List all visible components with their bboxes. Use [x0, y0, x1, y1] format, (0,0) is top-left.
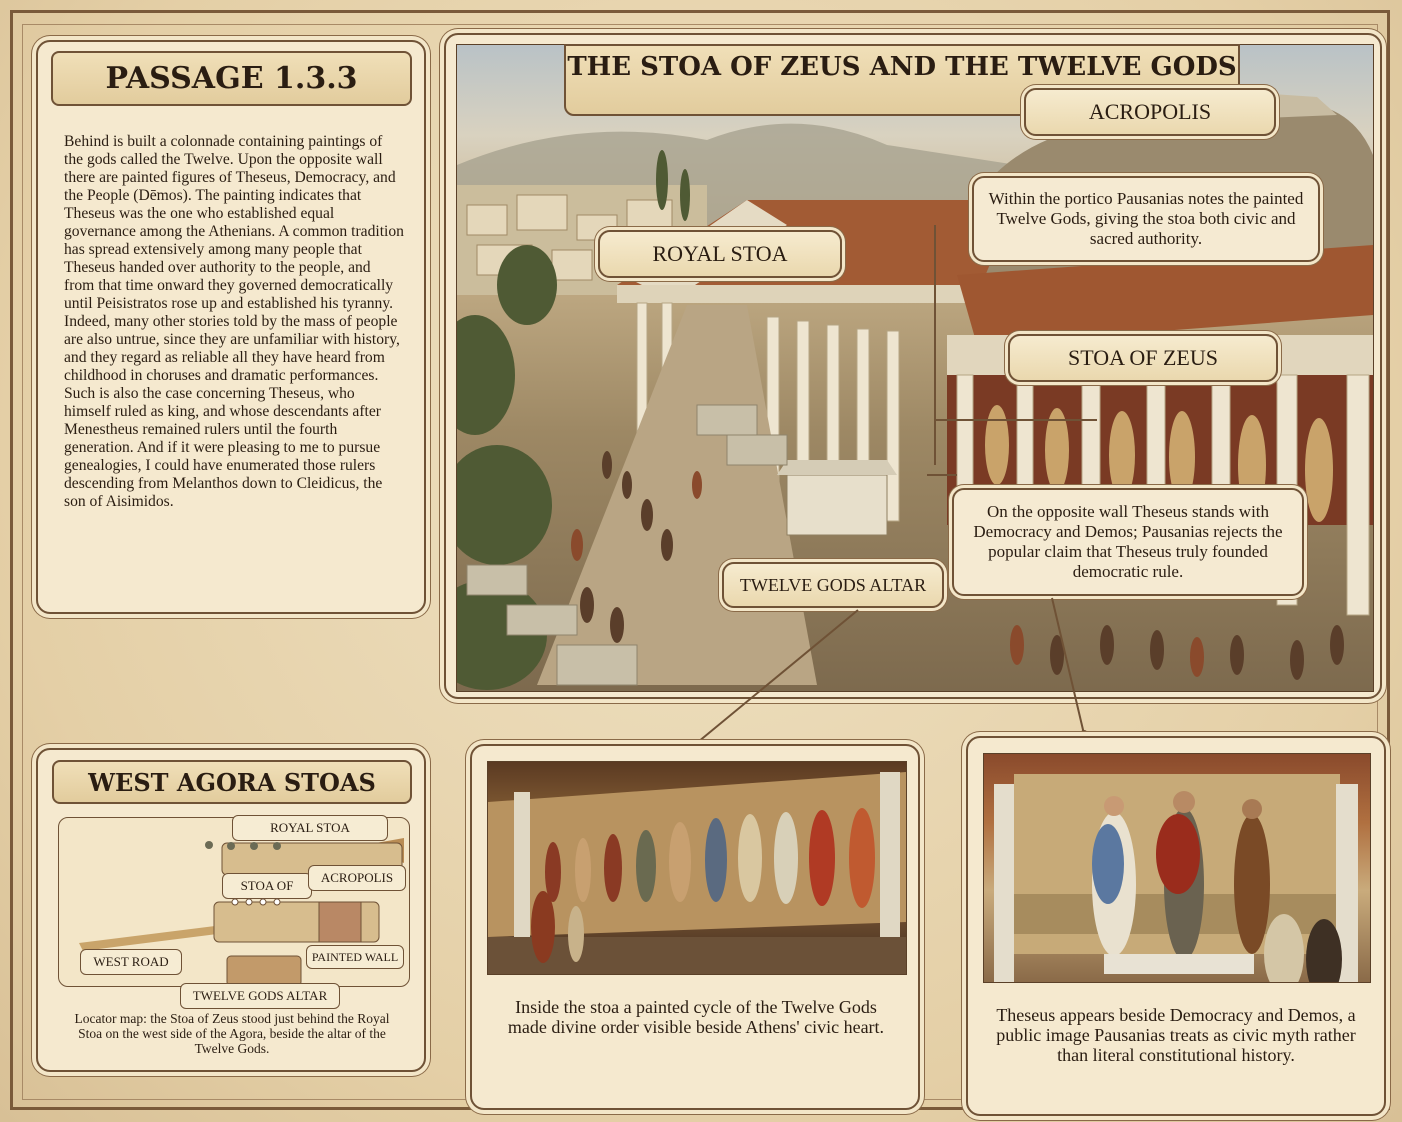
theseus-painting-image [983, 753, 1371, 983]
map-label-west-road: WEST ROAD [80, 949, 182, 975]
gods-detail-caption: Inside the stoa a painted cycle of the Twelve Gods made divine order visible beside Athens' civic heart. [507, 997, 885, 1037]
main-title: THE STOA OF ZEUS AND THE TWELVE GODS [564, 44, 1240, 116]
map-caption: Locator map: the Stoa of Zeus stood just behind the Royal Stoa on the west side of the Agora, beside the altar of the Twelve Gods. [74, 1011, 390, 1056]
map-label-painted-wall: PAINTED WALL [306, 945, 404, 969]
note-opposite-wall: On the opposite wall Theseus stands with Democracy and Demos; Pausanias rejects the popular claim that Theseus truly founded democratic rule. [952, 488, 1304, 596]
map-label-royal-stoa: ROYAL STOA [232, 815, 388, 841]
label-royal-stoa: ROYAL STOA [598, 230, 842, 278]
label-twelve-gods-altar: TWELVE GODS ALTAR [722, 562, 944, 608]
map-label-acropolis: ACROPOLIS [308, 865, 406, 891]
label-stoa-of-zeus: STOA OF ZEUS [1008, 334, 1278, 382]
theseus-detail-caption: Theseus appears beside Democracy and Demos, a public image Pausanias treats as civic myth rather than literal constitutional history. [996, 1005, 1356, 1065]
note-portico: Within the portico Pausanias notes the painted Twelve Gods, giving the stoa both civic and sacred authority. [972, 176, 1320, 262]
passage-title: PASSAGE 1.3.3 [51, 51, 412, 106]
twelve-gods-painting-image [487, 761, 907, 975]
map-title: WEST AGORA STOAS [52, 760, 412, 804]
passage-text: Behind is built a colonnade containing paintings of the gods called the Twelve. Upon the opposite wall there are painted figures of Theseus, Democracy, and the People (Dēmos). The painting indicates that Theseus was the one who established equal governance among the Athenians. A common tradition has spread extensively among many people that Theseus handed over authority to the people, and from that time onward they governed democratically until Peisistratos rose up and established his tyranny. Indeed, many other stories told by the mass of people are also untrue, since they are unfamiliar with history, and they regard as reliable all they have heard from childhood in choruses and dramatic performances. Such is also the case concerning Theseus, who himself ruled as king, and whose descendants after Menestheus remained rulers until the fourth generation. And if it were pleasing to me to pursue genealogies, I could have enumerated those rulers descending from Melanthos down to Cleidicus, the son of Aisimidos. [64, 133, 404, 510]
label-acropolis: ACROPOLIS [1024, 88, 1276, 136]
map-label-twelve-gods-altar: TWELVE GODS ALTAR [180, 983, 340, 1009]
map-label-stoa-of: STOA OF [222, 873, 312, 899]
